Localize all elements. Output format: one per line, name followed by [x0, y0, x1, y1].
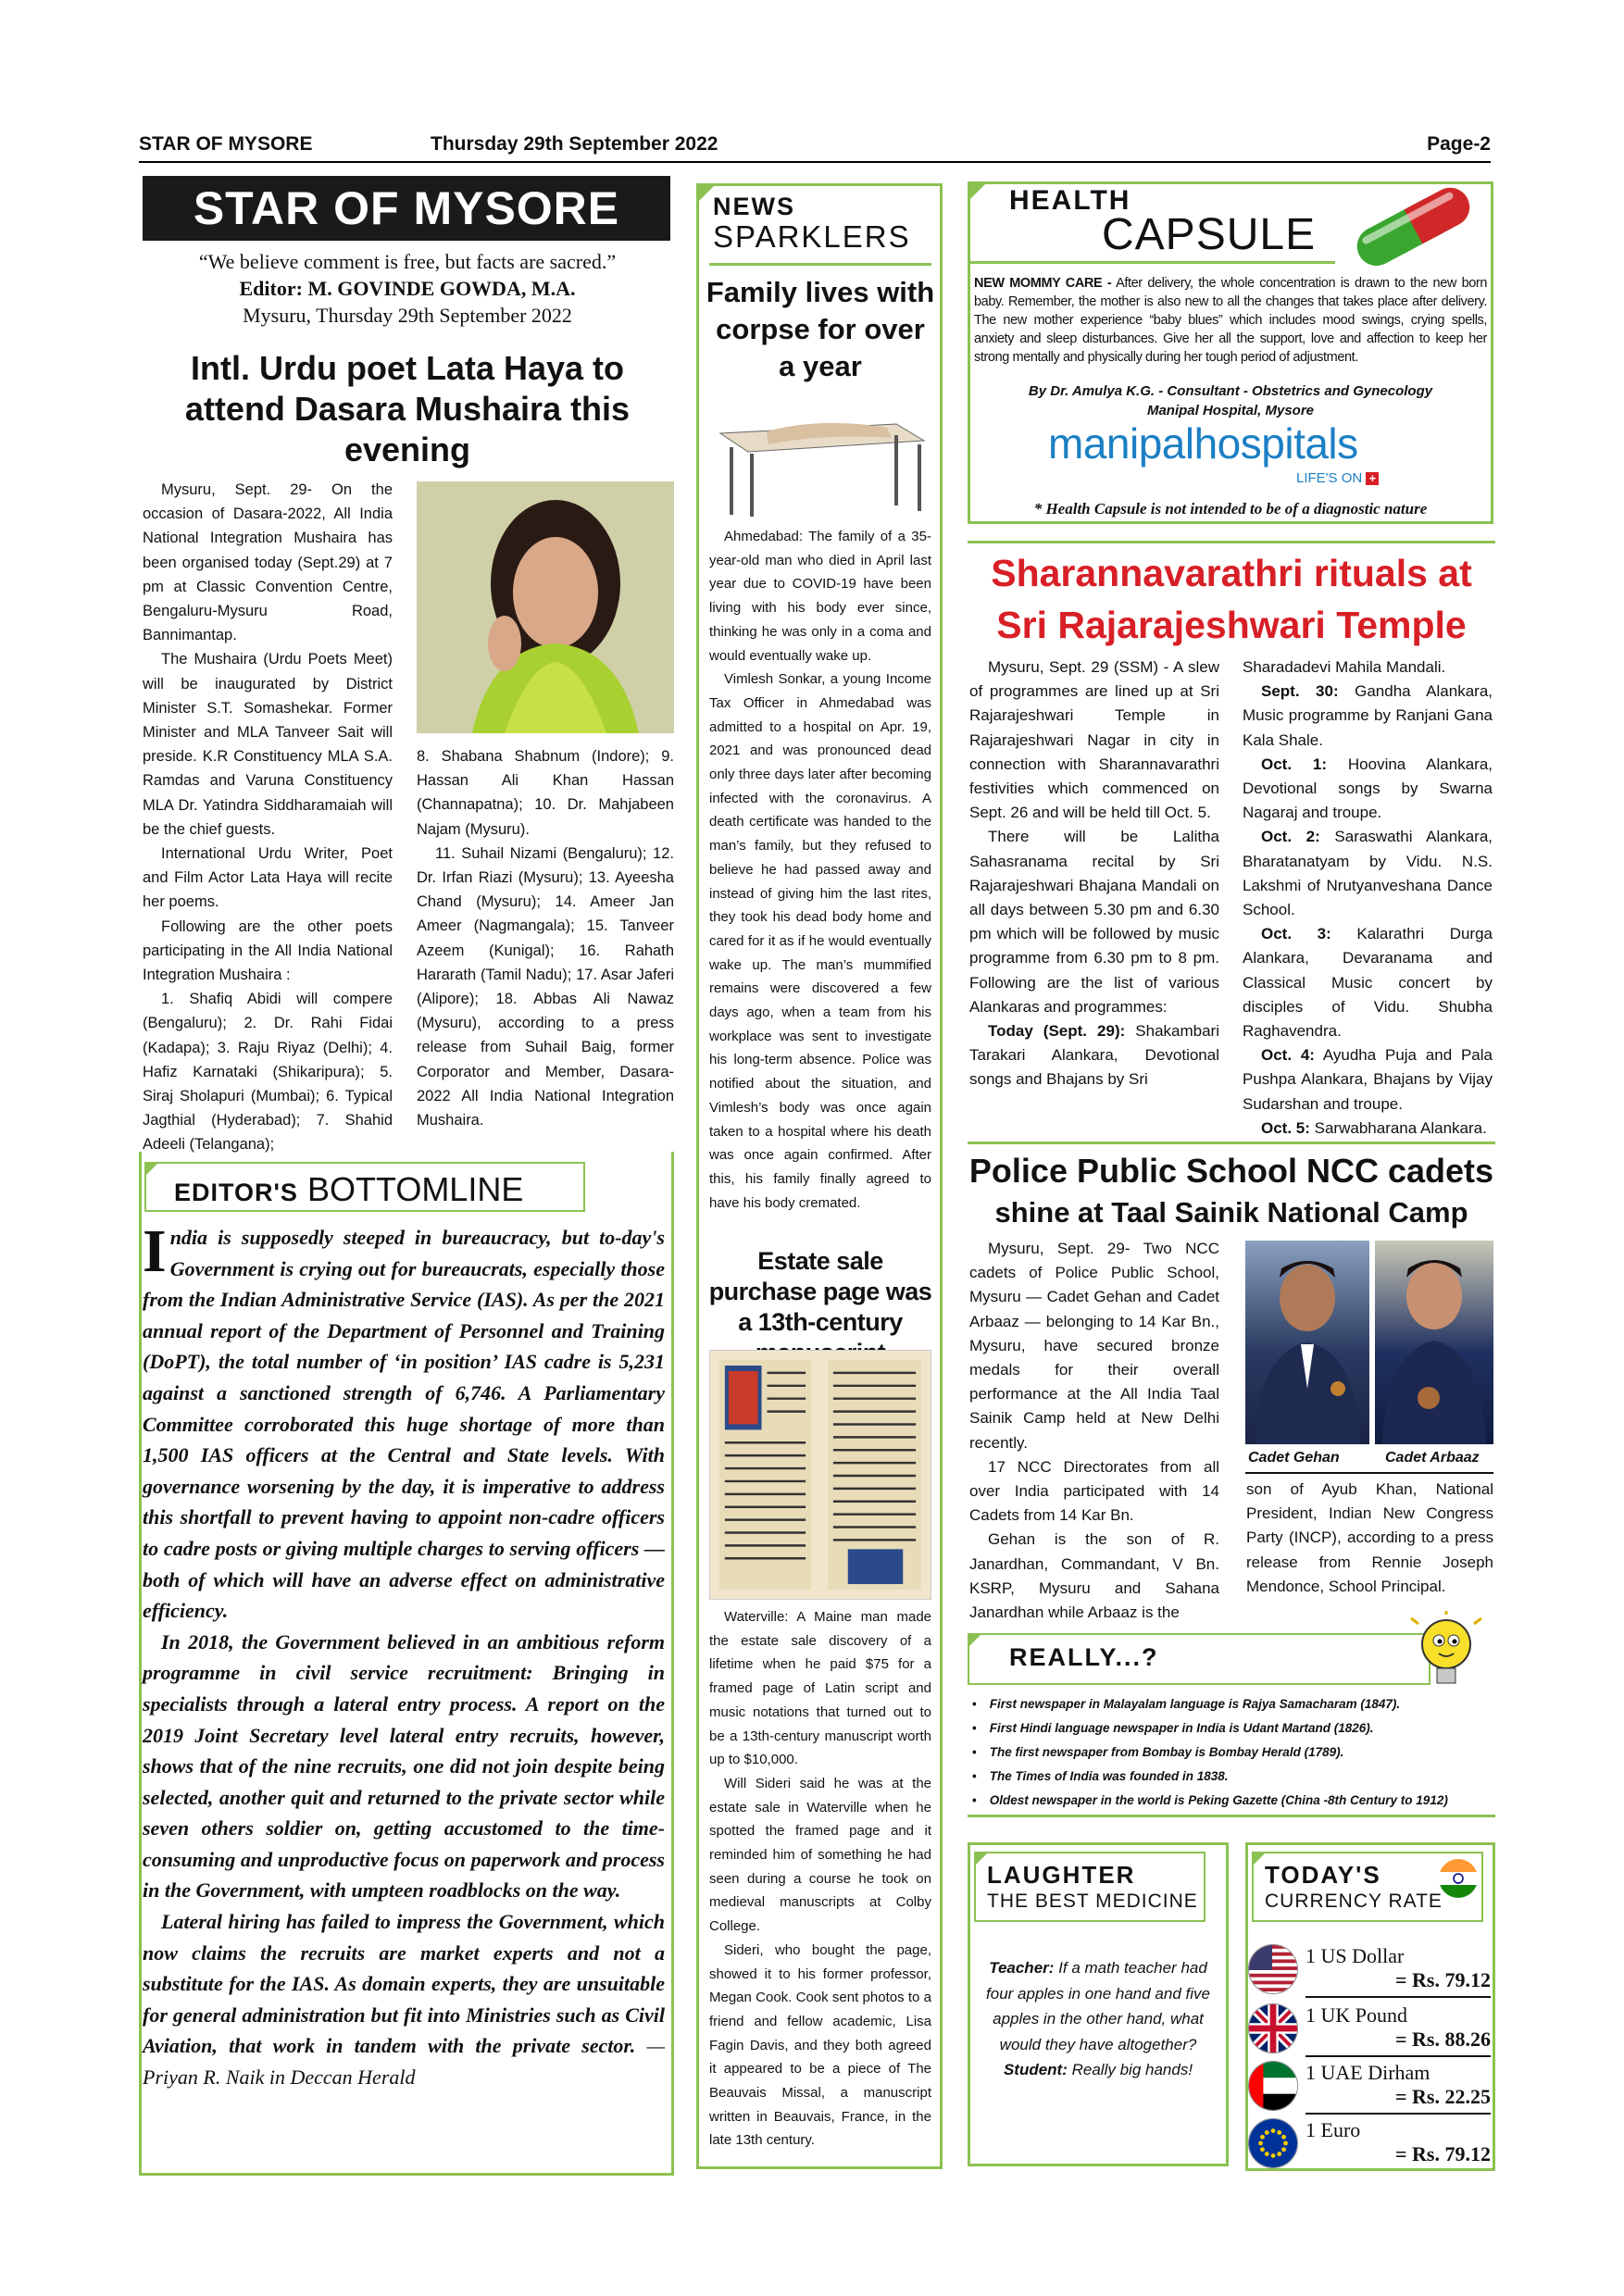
- urdu-para: International Urdu Writer, Poet and Film Actor Lata Haya will recite her poems.: [143, 845, 393, 911]
- logo-part-b: hospitals: [1193, 419, 1358, 468]
- story-para: Ahmedabad: The family of a 35-year-old man who died in April last year due to COVID-19 have been living with his body ever since, thinking he was only in a coma and would eventually wake up.: [709, 529, 931, 664]
- temple-para-label: Today (Sept. 29):: [988, 1022, 1126, 1041]
- bottomline-label: [174, 1170, 523, 1209]
- health-disclaimer: * Health Capsule is not intended to be of a diagnostic nature: [1033, 500, 1428, 518]
- india-flag-icon: [1439, 1859, 1478, 1898]
- ncc-para: 17 NCC Directorates from all over India participated with 14 Cadets from 14 Kar Bn.: [969, 1457, 1219, 1525]
- us-flag-icon: [1248, 1944, 1298, 1994]
- story-para: Vimlesh Sonkar, a young Income Tax Officer in Ahmedabad was admitted to a hospital on Apr. 19, 2021 and was pronounced dead only three days later after becoming infected with the coronavirus. A death certificate was handed to the man’s family, but they refused to believe he had passed away and instead of giving him the last rites, they took his dead body home and cared for it as if he would eventually wake up. The man’s mummified remains were discovered a few days ago, when a team from his workplace was sent to investigate his long-term absence. Police was notified about the situation, and Vimlesh’s body was once again taken to a hospital where his death was once again confirmed. After this, his family finally agreed to have his body cremated.: [709, 671, 931, 1211]
- temple-para: Mysuru, Sept. 29 (SSM) - A slew of programmes are lined up at Sri Rajarajeshwari Temple in Rajarajeshwari Nagar in city in connection with Sharannavarathri festivities which commenced on Sept. 26 and will be held till Oct. 5.: [969, 658, 1219, 822]
- list-item: • First Hindi language newspaper in India is Udant Martand (1826).: [972, 1716, 1491, 1741]
- todays-label: TODAY'S: [1265, 1861, 1381, 1889]
- bottomline-para: [143, 1217, 665, 1627]
- temple-para: [1243, 825, 1493, 922]
- currency-row-gbp: [1248, 2000, 1491, 2055]
- logo-part-a: manipal: [1048, 419, 1194, 468]
- plus-icon: +: [1366, 472, 1379, 485]
- cadet-illustration: [1245, 1241, 1369, 1444]
- temple-headline: Sharannavarathri rituals at Sri Rajarajeshwari Temple: [968, 541, 1495, 651]
- teacher-label: Teacher:: [989, 1959, 1055, 1977]
- temple-para-text: Gandha Alankara, Music programme by Ranjani Gana Kala Shale.: [1243, 682, 1493, 749]
- temple-column-1: [969, 655, 1219, 1092]
- temple-para-text: Sarwabharana Alankara.: [1314, 1118, 1487, 1137]
- urdu-para: 8. Shabana Shabnum (Indore); 9. Hassan Ali Khan Hassan (Channapatna); 10. Dr. Mahjabeen Najam (Mysuru).: [417, 748, 674, 838]
- corner-marker: [968, 181, 988, 202]
- urdu-para: Mysuru, Sept. 29- On the occasion of Dasara-2022, All India National Integration Mushaira has been organised today (Sept.29) at 7 pm at Classic Convention Centre, Bengaluru-Mysuru Road, Bannimantap.: [143, 481, 393, 644]
- currency-rate: = Rs. 88.26: [1395, 2028, 1491, 2051]
- left-column: [139, 176, 676, 1283]
- portrait-illustration: [417, 481, 674, 733]
- lightbulb-icon: [1407, 1611, 1485, 1694]
- bottomline-label-box: [144, 1162, 585, 1212]
- corner-marker: [144, 1162, 159, 1177]
- currency-rate-label: CURRENCY RATE: [1265, 1890, 1443, 1912]
- list-item: • The first newspaper from Bombay is Bombay Herald (1789).: [972, 1741, 1491, 1765]
- currency-row-usd: [1248, 1940, 1491, 1996]
- teacher-text: If a math teacher had four apples in one hand and five apples in the other hand, what would they have altogether?: [986, 1959, 1210, 2053]
- ncc-para: Gehan is the son of R. Janardhan, Commandant, V Bn. KSRP, Mysuru and Sahana Janardhan while Arbaaz is the: [969, 1530, 1219, 1622]
- currency-row-eur: [1248, 2115, 1491, 2170]
- temple-para: [1243, 680, 1493, 753]
- ncc-para: son of Ayub Khan, National President, Indian New Congress Party (INCP), according to a press release from Rennie Joseph Mendonce, School Principal.: [1246, 1480, 1493, 1595]
- temple-para: [1243, 1043, 1493, 1117]
- news-sparklers-label: [713, 193, 911, 253]
- story-para: Waterville: A Maine man made the estate sale discovery of a lifetime when he paid $75 for a framed page of Latin script and music notations that turned out to be a 13th-century manuscript worth up to $10,000.: [709, 1609, 931, 1768]
- temple-para-text: Ayudha Puja and Pala Pushpa Alankara, Bhajans by Vijay Sudarshan and troupe.: [1243, 1046, 1493, 1113]
- hospital-bed-image: [711, 396, 928, 520]
- lata-haya-photo: [417, 481, 674, 733]
- health-lead: NEW MOMMY CARE -: [974, 276, 1112, 291]
- health-label: HEALTH: [1009, 185, 1131, 216]
- health-byline: [974, 381, 1487, 420]
- health-byline-2: Manipal Hospital, Mysore: [1146, 403, 1315, 418]
- temple-para: [1243, 922, 1493, 1043]
- caption-gehan: Cadet Gehan: [1248, 1450, 1340, 1466]
- temple-para-text: Hoovina Alankara, Devotional songs by Swarna Nagaraj and troupe.: [1243, 755, 1493, 822]
- divider: [970, 261, 1335, 264]
- sparklers-label: SPARKLERS: [713, 219, 911, 254]
- header-page-number: Page-2: [1427, 133, 1491, 155]
- ncc-headline-1: Police Public School NCC cadets: [968, 1152, 1494, 1190]
- urdu-para: 11. Suhail Nizami (Bengaluru); 12. Dr. Irfan Riazi (Mysuru); 13. Ayeesha Chand (Mysuru); 14. Ameer Jan Ameer (Nagmangala); 15. Tanveer Azeem (Kunigal); 16. Rahath Hararath (Tamil Nadu); 17. Asar Jaferi (Alipore); 18. Abbas Ali Nawaz (Mysuru), according to a press release from Suhail Baig, former Corporator and Member, Dasara-2022 All India National Integration Mushaira.: [417, 844, 674, 1129]
- capsule-pill-icon: [1333, 183, 1493, 268]
- capsule-label: CAPSULE: [1102, 210, 1317, 259]
- header-paper-name: STAR OF MYSORE: [139, 133, 313, 155]
- joke-text: [981, 1955, 1215, 2083]
- ncc-column-2: [1246, 1478, 1493, 1599]
- temple-para-text: Saraswathi Alankara, Bharatanatyam by Vidu. N.S. Lakshmi of Nrutyanveshana Dance School.: [1243, 828, 1493, 919]
- currency-name: 1 UAE Dirham: [1305, 2061, 1430, 2084]
- health-byline-1: By Dr. Amulya K.G. - Consultant - Obstetrics and Gynecology: [1028, 383, 1433, 399]
- laughter-label: LAUGHTER: [987, 1861, 1136, 1889]
- list-item: • First newspaper in Malayalam language is Rajya Samacharam (1847).: [972, 1692, 1491, 1716]
- best-medicine-label: THE BEST MEDICINE: [987, 1890, 1198, 1912]
- currency-name: 1 UK Pound: [1305, 2003, 1408, 2027]
- urdu-para: Following are the other poets participating in the All India National Integration Mushaira :: [143, 917, 393, 984]
- temple-column-2: [1243, 655, 1493, 1141]
- currency-name: 1 US Dollar: [1305, 1944, 1405, 1967]
- ncc-para: Mysuru, Sept. 29- Two NCC cadets of Police Public School, Mysuru — Cadet Gehan and Cadet Arbaaz — belonging to 14 Kar Bn., Mysuru, have secured bronze medals for their overall performance at the All India Taal Sainik Camp held at New Delhi recently.: [969, 1240, 1219, 1452]
- masthead-dateline: Mysuru, Thursday 29th September 2022: [243, 304, 572, 327]
- temple-para-text: Kalarathri Durga Alankara, Devaranama and Classical Music concert by disciples of Vidu. Shubha Raghavendra.: [1243, 925, 1493, 1041]
- header-date: Thursday 29th September 2022: [431, 133, 718, 155]
- list-item: • The Times of India was founded in 1838.: [972, 1765, 1491, 1789]
- bottomline-para-text: ndia is supposedly steeped in bureaucracy, but to-day's Government is crying out for bureaucrats, especially those from the Indian Administrative Service (IAS). As per the 2021 annual report of the Department of Personnel and Training (DoPT), the total number of ‘in position’ IAS cadre is 5,231 against a sanctioned strength of 6,746. A Parliamentary Committee corroborated this huge shortage of more than 1,500 IAS officers at the Central and State levels. With governance worsening by the day, it is imperative to address this shortfall to prevent having to appoint non-cadre officers to cadre posts or giving multiple charges to serving officers — both of which will have an adverse effect on administrative efficiency.: [143, 1226, 665, 1623]
- cadet-illustration: [1375, 1241, 1493, 1444]
- currency-rate: = Rs. 79.12: [1395, 1968, 1491, 1991]
- urdu-headline: Intl. Urdu poet Lata Haya to attend Dasara Mushaira this evening: [184, 349, 631, 468]
- temple-para-label: Oct. 1:: [1261, 755, 1328, 773]
- manipal-tagline: [1296, 470, 1379, 486]
- manuscript-image: [709, 1350, 931, 1600]
- caption-rule: [1245, 1472, 1493, 1474]
- divider: [709, 263, 931, 266]
- tagline-text: LIFE'S ON: [1296, 470, 1363, 486]
- story-para: Sideri, who bought the page, showed it to his former professor, Megan Cook. Cook sent photos to a friend and fellow academic, Lisa Fagin Davis, and they both agreed it appeared to be a piece of The Beauvais Missal, a manuscript written in Beauvais, France, in the late 13th century.: [709, 1941, 931, 2149]
- bottomline-label-rest: BOTTOMLINE: [306, 1170, 524, 1208]
- currency-rate: = Rs. 22.25: [1395, 2085, 1491, 2108]
- temple-para-text: Shakambari Tarakari Alankara, Devotional songs and Bhajans by Sri: [969, 1022, 1219, 1089]
- page-header: [139, 130, 1491, 163]
- masthead-editor: Editor: M. GOVINDE GOWDA, M.A.: [239, 277, 576, 300]
- drop-cap: I: [143, 1217, 167, 1285]
- masthead-title: STAR OF MYSORE: [143, 176, 670, 241]
- student-label: Student:: [1003, 2061, 1068, 2078]
- list-item: • Oldest newspaper in the world is Peking Gazette (China -8th Century to 1912): [972, 1789, 1491, 1813]
- uk-flag-icon: [1248, 2003, 1298, 2053]
- bottomline-para: In 2018, the Government believed in an ambitious reform programme in civil service recruitment: Bringing in specialists through a lateral entry process. A report on the 2019 Joint Secretary level lateral entry recruits, however, shows that of the nine recruits, one did not join despite being selected, another quit and returned to the private sector while seven others soldier on, getting accustomed to the time-consuming and unproductive focus on paperwork and process in the Government, with umpteen roadblocks on the way.: [143, 1629, 665, 1903]
- bottomline-credit: — Priyan R. Naik in Deccan Herald: [143, 2034, 665, 2090]
- corner-marker: [968, 1633, 982, 1648]
- caption-arbaaz: Cadet Arbaaz: [1385, 1450, 1480, 1466]
- temple-para: [1243, 1117, 1493, 1141]
- divider: [968, 1815, 1495, 1817]
- temple-para: [1243, 753, 1493, 826]
- really-label: REALLY...?: [1009, 1643, 1159, 1671]
- ncc-headline-2: shine at Taal Sainik National Camp: [994, 1196, 1468, 1229]
- divider: [968, 1142, 1495, 1144]
- manuscript-headline: Estate sale purchase page was a 13th-century: [708, 1247, 932, 1336]
- cadet-arbaaz-photo: [1375, 1241, 1493, 1444]
- temple-para-label: Oct. 3:: [1261, 925, 1331, 943]
- bottomline-para: [143, 1906, 665, 2093]
- urdu-para: 1. Shafiq Abidi will compere (Bengaluru); 2. Dr. Rahi Fidai (Kadapa); 3. Raju Riyaz (Delhi); 4. Hafiz Karnataki (Shikaripura); 5. Siraj Sholapuri (Mumbai); 6. Typical Jagthial (Hyderabad); 7. Shahid Adeeli (Telangana);: [143, 991, 393, 1154]
- bottomline-text: [143, 1217, 665, 2093]
- manipal-logo: [1048, 418, 1358, 468]
- health-text: [974, 274, 1487, 367]
- cadet-gehan-photo: [1245, 1241, 1369, 1444]
- news-label: NEWS: [713, 193, 795, 220]
- bottomline-para-text: Lateral hiring has failed to impress the Government, which now claims the recruits are market experts and not a substitute for the IAS. As domain experts, they are unsuitable for general administration but fit into Ministries such as Civil Aviation, that work in tandem with the private sector.: [143, 1910, 665, 2058]
- manuscript-story-text: [709, 1605, 931, 2152]
- health-body: After delivery, the whole concentration is drawn to the new born baby. Remember, the mother is also new to all the changes that takes place after delivery. The new mother experience “baby blues” which includes mood swings, crying spells, anxiety and sleep disturbances. Give her all the support, love and affection to keep her strong mentally and physically during her tough period of adjustment.: [974, 276, 1487, 365]
- student-text: Really big hands!: [1071, 2061, 1193, 2078]
- currency-row-aed: [1248, 2057, 1491, 2113]
- temple-para-label: Sept. 30:: [1261, 682, 1339, 701]
- rate-rule: [1305, 1996, 1491, 1998]
- uae-flag-icon: [1248, 2061, 1298, 2111]
- urdu-column-2: [417, 744, 674, 1132]
- temple-para: Sharadadevi Mahila Mandali.: [1243, 658, 1446, 676]
- urdu-para: The Mushaira (Urdu Poets Meet) will be inaugurated by District Minister S.T. Somashekar. Former Minister and MLA Tanveer Sait will preside. K.R Constituency MLA S.A. Ramdas and Varuna Constituency MLA Dr. Yatindra Siddharamaiah will be the chief guests.: [143, 651, 393, 838]
- really-facts-list: [972, 1692, 1491, 1813]
- ncc-column-1: [969, 1237, 1219, 1625]
- eu-flag-icon: [1248, 2118, 1298, 2168]
- temple-para: [969, 1019, 1219, 1092]
- story-para: Will Sideri said he was at the estate sale in Waterville when he spotted the framed page and it reminded him of something he had seen during a course he took on medieval manuscripts at Colby College.: [709, 1775, 931, 1935]
- masthead-motto: “We believe comment is free, but facts are sacred.”: [198, 250, 617, 273]
- currency-name: 1 Euro: [1305, 2118, 1361, 2141]
- bottomline-label-bold: EDITOR'S: [174, 1179, 298, 1206]
- temple-para-label: Oct. 5:: [1261, 1118, 1310, 1137]
- urdu-column-1: [143, 478, 393, 1157]
- temple-para-label: Oct. 2:: [1261, 828, 1320, 846]
- temple-para-label: Oct. 4:: [1261, 1046, 1315, 1065]
- temple-para: There will be Lalitha Sahasranama recital by Sri Rajarajeshwari Bhajana Mandali on all days between 5.30 pm and 6.30 pm which will be followed by music programme from 6.30 pm to 8 pm. Following are the list of various Alankaras and programmes:: [969, 828, 1219, 1016]
- corpse-headline: Family lives with corpse for over a year: [706, 276, 935, 382]
- currency-rate: = Rs. 79.12: [1395, 2142, 1491, 2165]
- corpse-story-text: [709, 525, 931, 1215]
